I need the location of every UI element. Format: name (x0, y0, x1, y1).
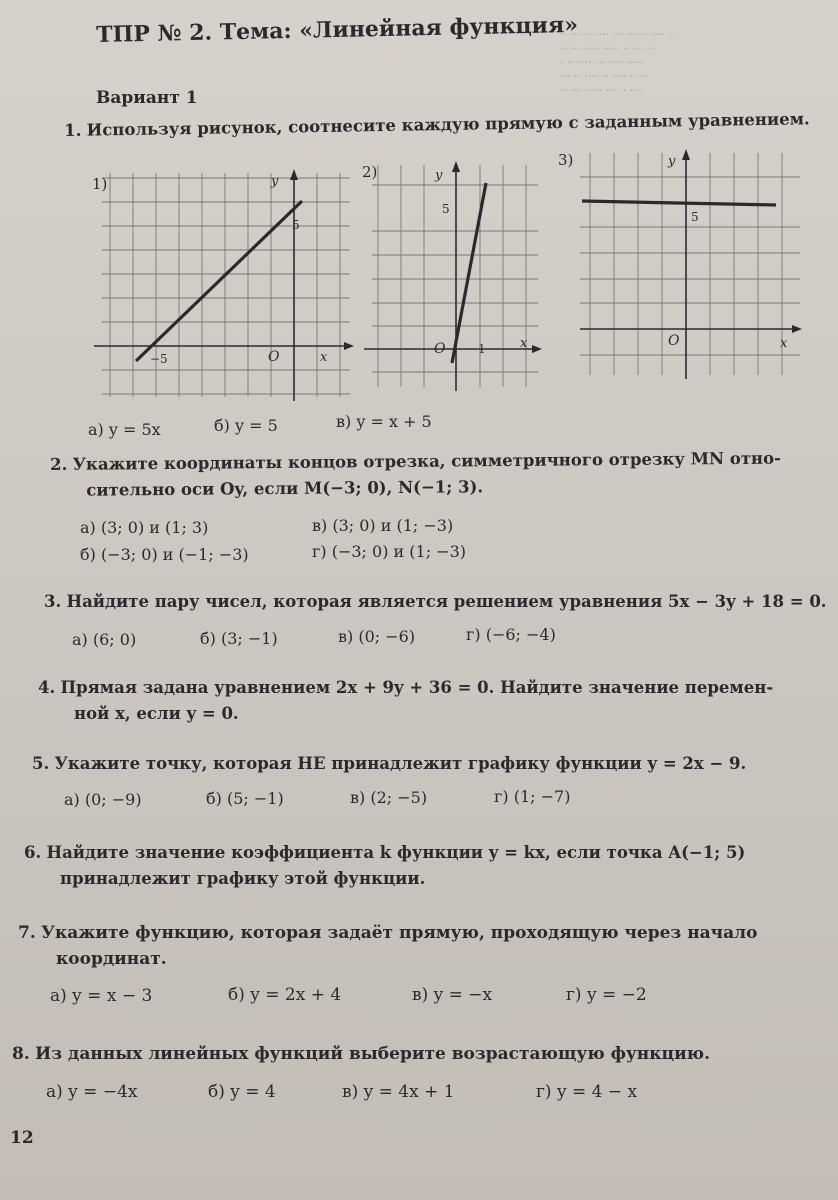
graph-3-label: 3) (558, 151, 574, 169)
question-5-text: Укажите точку, которая НЕ принадлежит графику функции y = 2x − 9. (54, 754, 747, 773)
question-2-number: 2. (50, 454, 68, 474)
graph-2-x-arrow-icon (532, 345, 542, 353)
graph-3-line (582, 201, 776, 205)
graph-1-origin-label: O (268, 349, 280, 365)
graph-2-tick-x: 1 (478, 342, 486, 356)
graph-1-x-label: x (320, 350, 328, 365)
question-8-number: 8. (12, 1044, 30, 1064)
q8-answer-a: а) y = −4x (46, 1082, 138, 1102)
q2-answer-b: б) (−3; 0) и (−1; −3) (80, 545, 249, 564)
question-6-line-2: принадлежит графику этой функции. (60, 869, 426, 888)
q1-answer-b: б) y = 5 (214, 416, 278, 435)
q3-answer-c: в) (0; −6) (338, 627, 416, 646)
q5-answer-d: г) (1; −7) (494, 787, 571, 806)
graph-2-line (452, 183, 486, 363)
question-1-text: Используя рисунок, соотнесите каждую прямую с заданным уравнением. (86, 109, 810, 140)
graph-3-y-label: y (668, 154, 676, 169)
question-1 (64, 106, 810, 144)
graph-1-y-arrow-icon (290, 169, 298, 180)
graph-3 (556, 143, 808, 383)
q7-answer-a: а) y = x − 3 (50, 986, 153, 1006)
q8-answer-b: б) y = 4 (208, 1082, 276, 1102)
q2-answer-a: а) (3; 0) и (1; 3) (80, 518, 209, 537)
question-6-line-1: Найдите значение коэффициента k функции y = kx, если точка A(−1; 5) (46, 843, 746, 862)
variant-heading: Вариант 1 (96, 88, 198, 108)
graph-3-x-arrow-icon (792, 325, 802, 333)
question-4-number: 4. (38, 678, 56, 697)
q1-answer-c: в) y = x + 5 (336, 412, 432, 431)
question-4-line-1: Прямая задана уравнением 2x + 9y + 36 = 0. Найдите значение перемен- (60, 678, 774, 697)
question-3-text: Найдите пару чисел, которая является решением уравнения 5x − 3y + 18 = 0. (66, 592, 827, 611)
graph-2-y-label: y (435, 168, 443, 183)
graph-1-label: 1) (92, 175, 108, 193)
question-6-number: 6. (24, 843, 42, 862)
q7-answer-c: в) y = −x (412, 985, 493, 1005)
q1-answer-a: а) y = 5x (88, 420, 161, 439)
question-7 (18, 920, 757, 972)
q3-answer-a: а) (6; 0) (72, 630, 137, 649)
graph-2-x-label: x (520, 336, 528, 351)
graph-2 (358, 155, 548, 395)
graph-1-tick-x: −5 (150, 352, 168, 366)
question-5 (32, 751, 746, 777)
question-4 (38, 675, 773, 727)
q5-answer-a: а) (0; −9) (64, 790, 142, 809)
show-through-text: ·· ··· ·· ···· ··· ······ ···· · · ·· ··· ···· ····· ·· ··· ·· · ·· ···· ··· ···· ····· ··· ·· ···· ·· ···· ·· ·· ·· ··· ····· ··· ·· ···· (560, 28, 679, 97)
q8-answer-d: г) y = 4 − x (536, 1082, 638, 1102)
graph-2-origin-label: O (434, 341, 446, 357)
question-1-number: 1. (64, 120, 82, 140)
graph-2-tick-y: 5 (442, 202, 450, 216)
graph-1-grid (102, 173, 350, 397)
question-3 (44, 589, 827, 615)
graph-1-y-label: y (271, 174, 279, 189)
graph-1-x-arrow-icon (344, 342, 354, 350)
graph-1-tick-y: 5 (292, 218, 300, 232)
graph-2-label: 2) (362, 163, 378, 181)
question-4-line-2: ной x, если y = 0. (74, 704, 239, 723)
page-number: 12 (10, 1128, 34, 1148)
question-5-number: 5. (32, 754, 50, 773)
worksheet-title: ТПР № 2. Тема: «Линейная функция» (96, 11, 579, 48)
question-2-line-1: Укажите координаты концов отрезка, симметричного отрезку MN отно- (72, 448, 782, 474)
q5-answer-b: б) (5; −1) (206, 789, 284, 808)
q8-answer-c: в) y = 4x + 1 (342, 1082, 455, 1102)
graph-1 (88, 165, 360, 405)
graph-3-origin-label: O (668, 333, 680, 349)
question-7-number: 7. (18, 923, 36, 943)
q7-answer-d: г) y = −2 (566, 985, 647, 1005)
graph-3-tick-y: 5 (691, 210, 699, 224)
graph-2-y-arrow-icon (452, 161, 460, 172)
question-6 (24, 840, 745, 892)
question-7-line-2: координат. (56, 949, 167, 969)
question-7-line-1: Укажите функцию, которая задаёт прямую, проходящую через начало (41, 923, 758, 943)
q2-answer-d: г) (−3; 0) и (1; −3) (312, 542, 466, 561)
question-8-text: Из данных линейных функций выберите возрастающую функцию. (35, 1044, 711, 1064)
question-8 (12, 1041, 710, 1067)
question-3-number: 3. (44, 592, 62, 611)
q5-answer-c: в) (2; −5) (350, 788, 428, 807)
q7-answer-b: б) y = 2x + 4 (228, 985, 342, 1005)
graph-1-line (136, 201, 302, 361)
graph-3-y-arrow-icon (682, 149, 690, 160)
question-2-line-2: сительно оси Oy, если M(−3; 0), N(−1; 3). (86, 477, 484, 500)
graph-3-grid (580, 153, 800, 375)
q2-answer-c: в) (3; 0) и (1; −3) (312, 516, 454, 535)
graph-3-x-label: x (780, 336, 788, 351)
q3-answer-d: г) (−6; −4) (466, 625, 556, 644)
question-2 (50, 446, 781, 504)
q3-answer-b: б) (3; −1) (200, 629, 278, 648)
